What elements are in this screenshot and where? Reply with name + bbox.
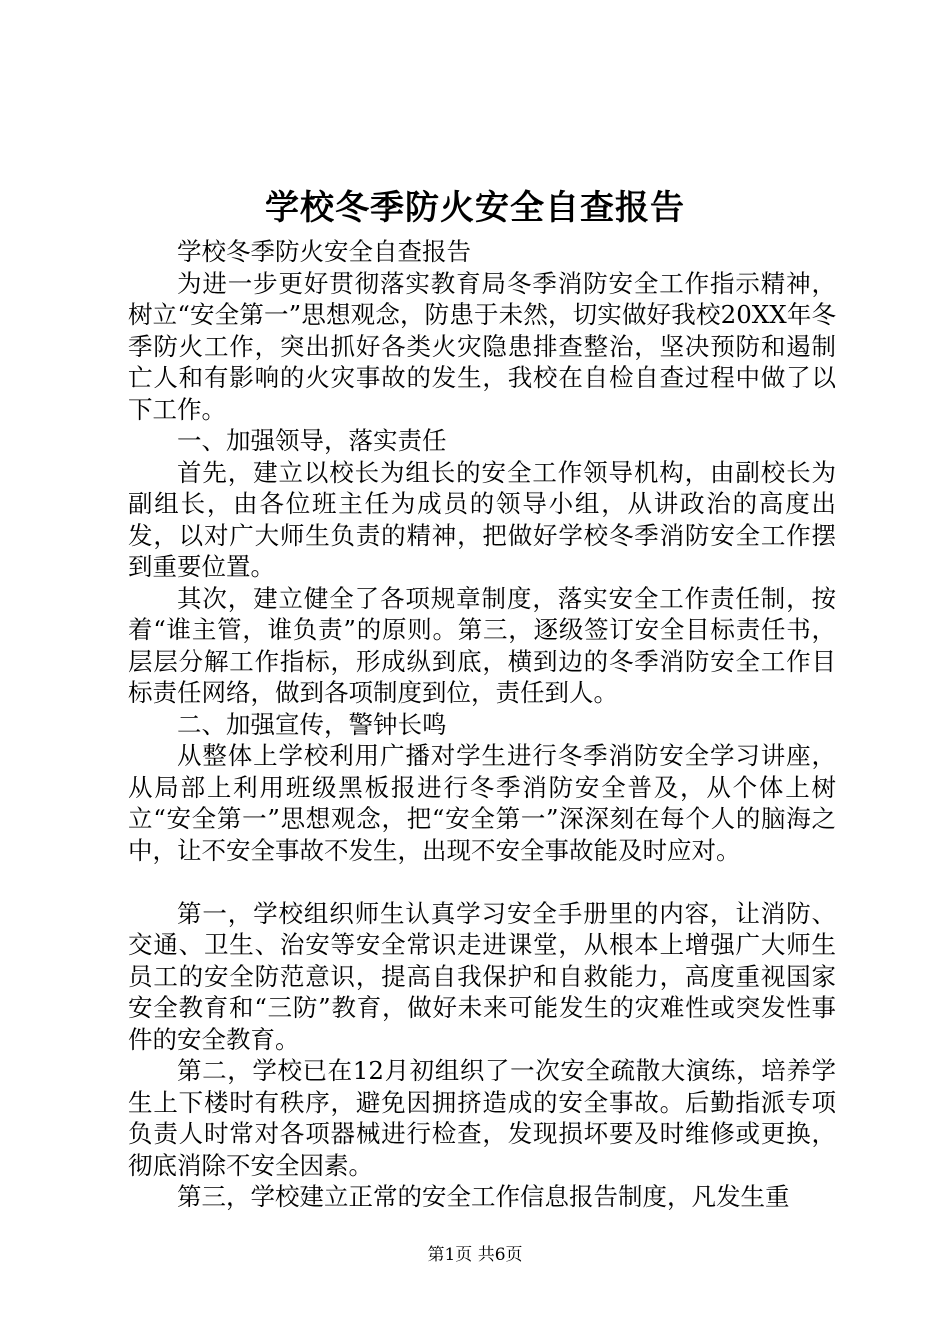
document-body [128, 236, 836, 1213]
section-heading-1: 一、加强领导，落实责任 [177, 426, 447, 455]
paragraph-intro: 为进一步更好贯彻落实教育局冬季消防安全工作指示精神，树立“安全第一”思想观念，防患于未然，切实做好我校20XX年冬季防火工作，突出抓好各类火灾隐患排查整治，坚决预防和遏制亡人和有影响的火灾事故的发生，我校在自检自查过程中做了以下工作。 [128, 268, 836, 424]
paragraph: 从整体上学校利用广播对学生进行冬季消防安全学习讲座，从局部上利用班级黑板报进行冬季消防安全普及，从个体上树立“安全第一”思想观念，把“安全第一”深深刻在每个人的脑海之中，让不安全事故不发生，出现不安全事故能及时应对。 [128, 741, 836, 865]
section-heading-2: 二、加强宣传，警钟长鸣 [177, 709, 447, 739]
paragraph: 第二，学校已在12月初组织了一次安全疏散大演练，培养学生上下楼时有秩序，避免因拥挤造成的安全事故。后勤指派专项负责人时常对各项器械进行检查，发现损坏要及时维修或更换，彻底消除不安全因素。 [128, 1056, 836, 1180]
document-title: 学校冬季防火安全自查报告 [265, 188, 685, 228]
paragraph-subtitle: 学校冬季防火安全自查报告 [177, 237, 471, 266]
paragraph: 第三，学校建立正常的安全工作信息报告制度，凡发生重 [177, 1182, 790, 1211]
page-number: 第1页 共6页 [427, 1245, 523, 1265]
paragraph: 首先，建立以校长为组长的安全工作领导机构，由副校长为副组长，由各位班主任为成员的领导小组，从讲政治的高度出发，以对广大师生负责的精神，把做好学校冬季消防安全工作摆到重要位置。 [128, 457, 836, 581]
paragraph: 其次，建立健全了各项规章制度，落实安全工作责任制，按着“谁主管，谁负责”的原则。第三，逐级签订安全目标责任书，层层分解工作指标，形成纵到底，横到边的冬季消防安全工作目标责任网络，做到各项制度到位，责任到人。 [128, 583, 836, 707]
paragraph: 第一，学校组织师生认真学习安全手册里的内容，让消防、交通、卫生、治安等安全常识走进课堂，从根本上增强广大师生员工的安全防范意识，提高自我保护和自救能力，高度重视国家安全教育和“三防”教育，做好未来可能发生的灾难性或突发性事件的安全教育。 [128, 898, 836, 1054]
